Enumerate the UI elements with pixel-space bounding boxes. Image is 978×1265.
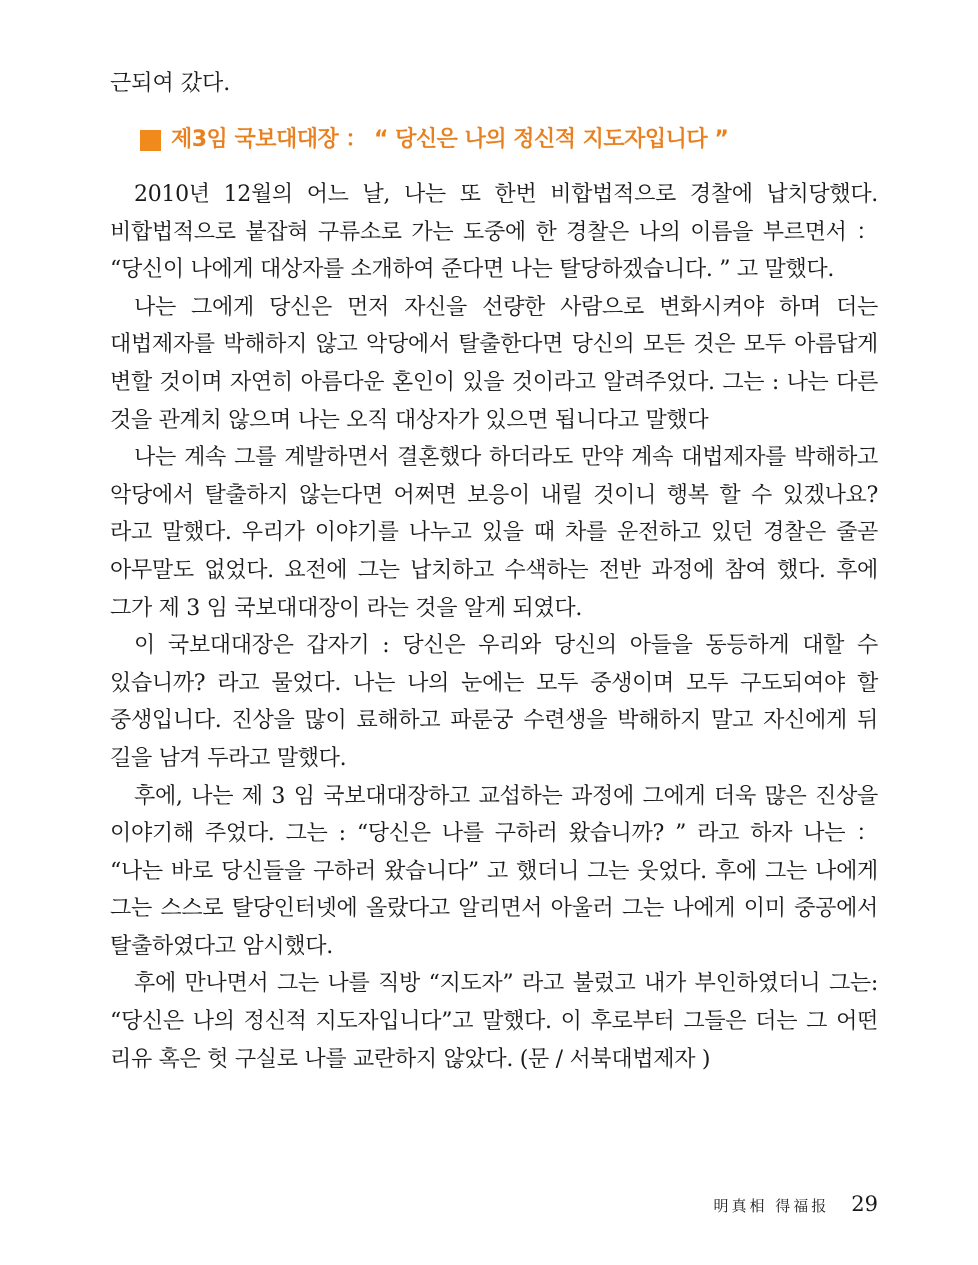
lead-line: 근되여 갔다. <box>110 71 231 96</box>
paragraph-3: 나는 계속 그를 계발하면서 결혼했다 하더라도 만약 계속 대법제자를 박해하고 악당에서 탈출하지 않는다면 어쩌면 보응이 내릴 것이니 행복 할 수 있겠나요? 라고 말했다. 우리가 이야기를 나누고 있을 때 차를 운전하고 있던 경찰은 줄곧 아무말도 없었다. 요전에 그는 납치하고 수색하는 전반 과정에 참여 했다. 후에 그가 제 3 임 국보대대장이 라는 것을 알게 되였다. <box>110 445 878 621</box>
paragraph-2: 나는 그에게 당신은 먼저 자신을 선량한 사람으로 변화시켜야 하며 더는 대법제자를 박해하지 않고 악당에서 탈출한다면 당신의 모든 것은 모두 아름답게 변할 것이며 자연히 아름다운 혼인이 있을 것이라고 알려주었다. 그는 : 나는 다른 것을 관계치 않으며 나는 오직 대상자가 있으면 됩니다고 말했다 <box>110 294 878 433</box>
paragraph-6: 후에 만나면서 그는 나를 직방 “지도자” 라고 불렀고 내가 부인하였더니 그는: “당신은 나의 정신적 지도자입니다”고 말했다. 이 후로부터 그들은 더는 그 어떤 리유 혹은 헛 구실로 나를 교란하지 않았다. (문 / 서북대법제자 ) <box>110 971 878 1072</box>
page-footer <box>713 1192 878 1216</box>
footer-slogan: 明真相 得福报 <box>713 1197 830 1215</box>
page-number: 29 <box>851 1192 878 1216</box>
paragraph-5: 후에, 나는 제 3 임 국보대대장하고 교섭하는 과정에 그에게 더욱 많은 진상을 이야기해 주었다. 그는 : “당신은 나를 구하러 왔습니까? ” 라고 하자 나는 ： “나는 바로 당신들을 구하러 왔습니다” 고 했더니 그는 웃었다. 후에 그는 나에게 그는 스스로 탈당인터넷에 올랐다고 알리면서 아울러 그는 나에게 이미 중공에서 탈출하였다고 암시했다. <box>110 783 878 959</box>
square-bullet-icon <box>140 130 161 151</box>
paragraph-1: 2010년 12월의 어느 날, 나는 또 한번 비합법적으로 경찰에 납치당했다. 비합법적으로 붙잡혀 구류소로 가는 도중에 한 경찰은 나의 이름을 부르면서 ： “당신이 나에게 대상자를 소개하여 준다면 나는 탈당하겠습니다. ” 고 말했다. <box>110 182 878 283</box>
section-heading <box>140 120 878 160</box>
page-body <box>110 66 878 1078</box>
section-heading-text: 제3임 국보대대장 ： “ 당신은 나의 정신적 지도자입니다 ” <box>171 127 729 152</box>
paragraph-4: 이 국보대대장은 갑자기 : 당신은 우리와 당신의 아들을 동등하게 대할 수 있습니까? 라고 물었다. 나는 나의 눈에는 모두 중생이며 모두 구도되여야 할 중생입니다. 진상을 많이 료해하고 파룬궁 수련생을 박해하지 말고 자신에게 뒤 길을 남겨 두라고 말했다. <box>110 633 878 771</box>
